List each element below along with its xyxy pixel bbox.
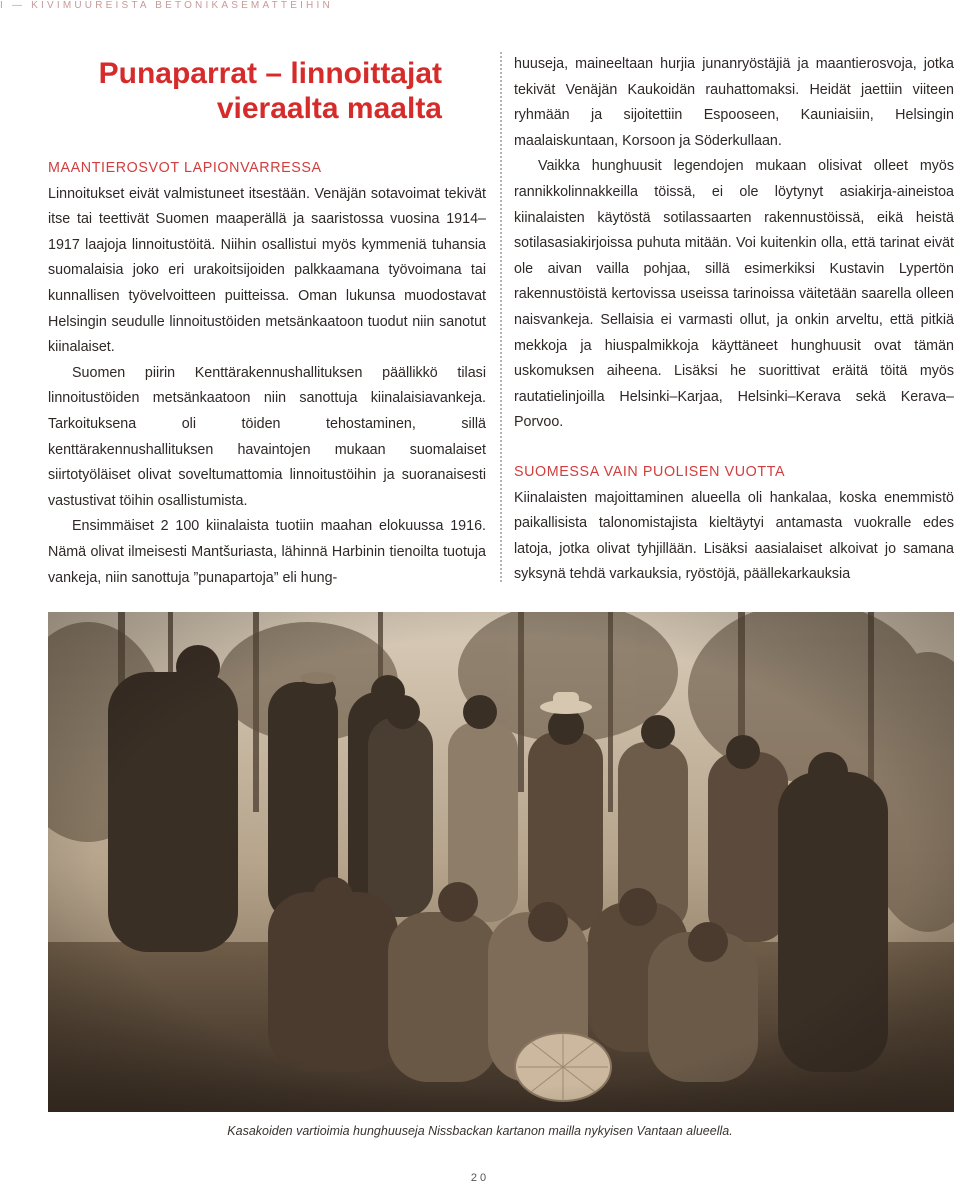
left-paragraph-3: Ensimmäiset 2 100 kiinalaista tuotiin maahan elokuussa 1916. Nämä olivat ilmeisesti Mantšuriasta, lähinnä Harbinin tienoilta tuotuja vankeja, niin sanottuja ”punapartoja” eli hung- xyxy=(48,518,486,586)
running-head-strip xyxy=(0,0,960,14)
right-paragraph-3: Kiinalaisten majoittaminen alueella oli hankalaa, koska enemmistö paikallisista talonomistajista kieltäytyi antamasta vuokralle edes latoja, jotka olivat tyhjillään. Lisäksi aasialaiset alkoivat jo samana syksynä tehdä varkauksia, ryöstöjä, päällekarkauksia xyxy=(514,489,954,583)
right-paragraph-2: Vaikka hunghuusit legendojen mukaan olisivat olleet myös rannikkolinnakkeilla töissä, ei ole löytynyt asiakirja-aineistoa kiinalaisten käytöstä sotilassaarten rakennustöissä, eikä heistä sotilasasiakirjoissa puhuta mitään. Voi kuitenkin olla, että tarinat eivät ole aivan vailla pohjaa, sillä esimerkiksi Kustavin Lypertön rakennustöistä kertovissa useissa tarinoissa väitetään saarella olleen naisvankeja. Sellaisia ei varmasti ollut, ja onkin arveltu, että pitkiä mekkoja ja hiuspalmikkoja käyttäneet hunghuusit ovat tämän uskomuksen aiheena. Lisäksi he suorittivat eräitä töitä myös rautatielinjoilla Helsinki–Karjaa, Helsinki–Kerava sekä Kerava–Porvoo. xyxy=(514,158,954,431)
title-line-2: vieraalta maalta xyxy=(216,92,442,125)
photo-caption: Kasakoiden vartioimia hunghuuseja Nissbackan kartanon mailla nykyisen Vantaan alueella. xyxy=(227,1124,733,1138)
title-line-1: Punaparrat – linnoittajat xyxy=(98,57,442,90)
right-paragraph-1: huuseja, maineeltaan hurjia junanryöstäjiä ja maantierosvoja, jotka tekivät Venäjän Kaukoidän rauhattomaksi. Heidät jaettiin viiteen ryhmään ja sijoitettiin Espooseen, Kauniaisiin, Helsingin maalaiskuntaan, Korsoon ja Söderkullaan. xyxy=(514,56,954,149)
right-column xyxy=(514,52,954,588)
left-subheading: MAANTIEROSVOT LAPIONVARRESSA xyxy=(48,160,322,176)
running-head: I — KIVIMUUREISTA BETONIKASEMATTEIHIN xyxy=(0,0,333,11)
historical-group-photo xyxy=(48,612,954,1112)
left-column xyxy=(48,156,486,591)
left-paragraph-2: Suomen piirin Kenttärakennushallituksen päällikkö tilasi linnoitustöiden metsänkaatoon niin sanottuja kiinalaisiavankeja. Tarkoituksena oli töiden tehostaminen, sillä kenttärakennushallituksen havaintojen mukaan suomalaiset siirtotyöläiset olivat soveltumattomia linnoitustöihin ja suoranaisesti vastustivat töihin osallistumista. xyxy=(48,364,486,509)
right-subheading: SUOMESSA VAIN PUOLISEN VUOTTA xyxy=(514,463,786,480)
page-number: 20 xyxy=(470,1172,490,1184)
page-title xyxy=(22,56,442,126)
left-paragraph-1: Linnoitukset eivät valmistuneet itsestään. Venäjän sotavoimat tekivät itse tai teettivät Suomen maaperällä ja saaristossa vuosina 1914–1917 laajoja linnoitustöitä. Niihin osallistui myös kymmeniä tuhansia suomalaisia joko eri urakoitsijoiden palkkaamana työvoimana tai kunnallisen työvelvoitteen puitteissa. Oman lukunsa muodostavat Helsingin seudulle linnoitustöiden metsänkaatoon tuodut niin sanotut kiinalaiset. xyxy=(48,185,486,356)
column-divider xyxy=(500,52,502,582)
